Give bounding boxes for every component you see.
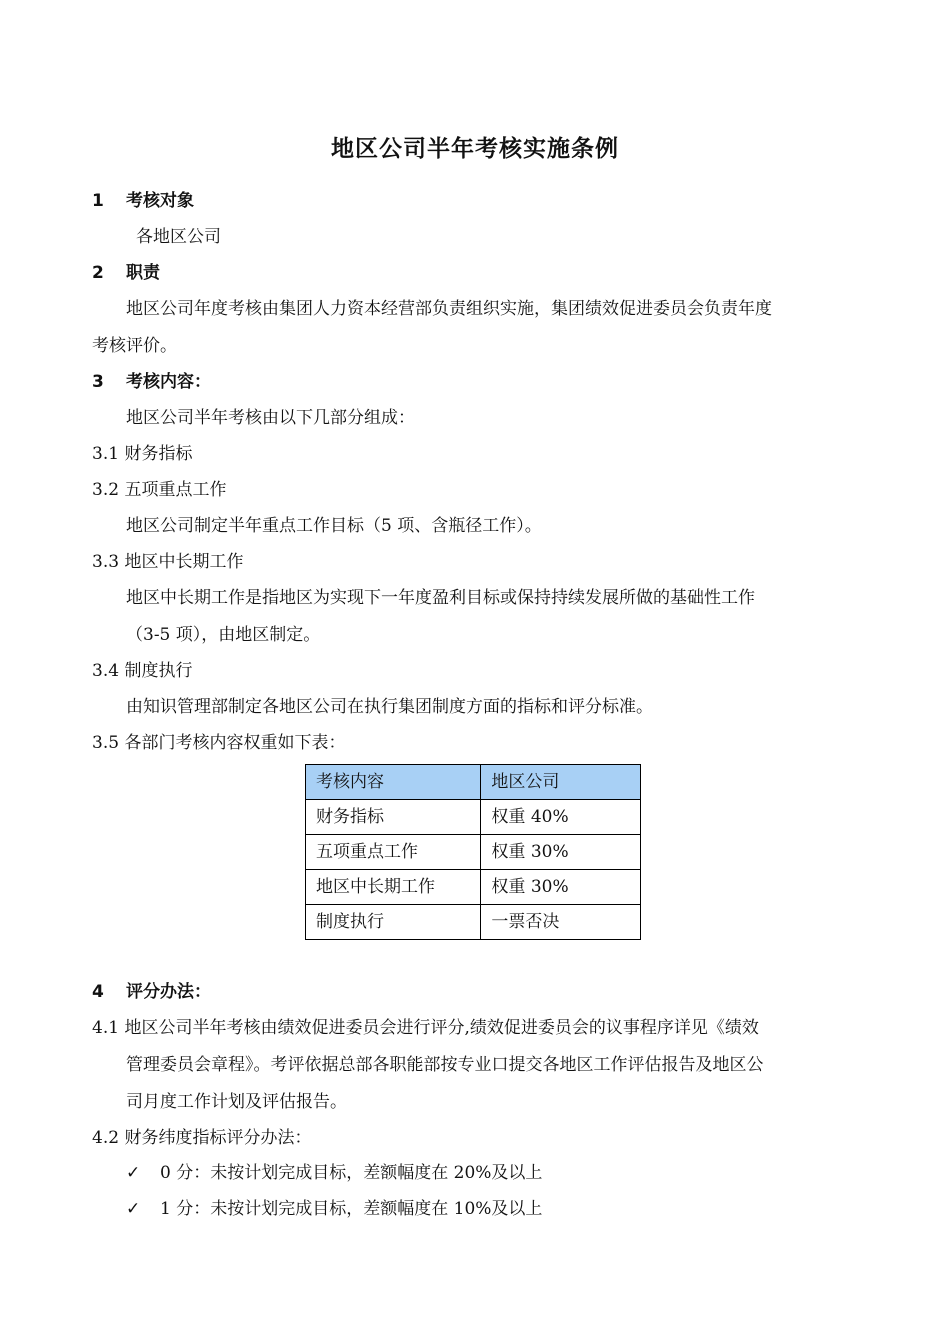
table-row [306, 835, 641, 870]
checkmark-icon: ✓ [126, 1199, 141, 1219]
subsection-4-1-line-2: 管理委员会章程》。考评依据总部各职能部按专业口提交各地区工作评估报告及地区公 [126, 1055, 764, 1075]
section-4-heading [92, 984, 211, 1001]
section-title: 职责 [126, 263, 160, 283]
weight-table [305, 764, 641, 940]
section-2-heading [92, 265, 160, 282]
subsection-4-2: 4.2 财务纬度指标评分办法： [92, 1128, 312, 1148]
subsection-3-2: 3.2 五项重点工作 [92, 480, 227, 500]
table-cell: 权重 40% [481, 800, 641, 835]
bullet-item [126, 1201, 542, 1218]
table-cell: 权重 30% [481, 835, 641, 870]
subsection-4-1-line-3: 司月度工作计划及评估报告。 [126, 1092, 347, 1112]
section-title: 考核对象 [126, 191, 194, 211]
section-2-text-line-1: 地区公司年度考核由集团人力资本经营部负责组织实施，集团绩效促进委员会负责年度 [126, 299, 772, 319]
table-cell: 财务指标 [306, 800, 481, 835]
table-cell: 权重 30% [481, 870, 641, 905]
table-cell: 制度执行 [306, 905, 481, 940]
section-1-heading [92, 193, 194, 210]
table-header-cell: 地区公司 [481, 765, 641, 800]
section-1-text: 各地区公司 [136, 227, 221, 247]
section-number: 3 [92, 372, 104, 392]
table-cell: 地区中长期工作 [306, 870, 481, 905]
section-number: 1 [92, 191, 104, 211]
table-header-cell: 考核内容 [306, 765, 481, 800]
document-title: 地区公司半年考核实施条例 [331, 136, 619, 162]
table-row [306, 870, 641, 905]
section-3-intro: 地区公司半年考核由以下几部分组成： [126, 408, 415, 428]
section-2-text-line-2: 考核评价。 [92, 336, 177, 356]
table-cell: 一票否决 [481, 905, 641, 940]
subsection-3-3-text-line-1: 地区中长期工作是指地区为实现下一年度盈利目标或保持持续发展所做的基础性工作 [126, 588, 755, 608]
subsection-3-1: 3.1 财务指标 [92, 444, 193, 464]
table-header-row [306, 765, 641, 800]
bullet-item [126, 1165, 542, 1182]
subsection-3-3-text-line-2: （3-5 项），由地区制定。 [126, 625, 321, 645]
bullet-text: 0 分：未按计划完成目标，差额幅度在 20%及以上 [160, 1163, 543, 1183]
table-row [306, 800, 641, 835]
section-number: 2 [92, 263, 104, 283]
subsection-3-5: 3.5 各部门考核内容权重如下表： [92, 733, 346, 753]
subsection-3-3: 3.3 地区中长期工作 [92, 552, 244, 572]
subsection-3-4-text: 由知识管理部制定各地区公司在执行集团制度方面的指标和评分标准。 [126, 697, 653, 717]
subsection-4-1-line-1: 4.1 地区公司半年考核由绩效促进委员会进行评分,绩效促进委员会的议事程序详见《绩效 [92, 1018, 759, 1038]
subsection-3-2-text: 地区公司制定半年重点工作目标（5 项、含瓶径工作）。 [126, 516, 542, 536]
section-title: 评分办法： [126, 982, 211, 1002]
section-number: 4 [92, 982, 104, 1002]
table-row [306, 905, 641, 940]
bullet-text: 1 分：未按计划完成目标，差额幅度在 10%及以上 [160, 1199, 543, 1219]
section-3-heading [92, 374, 211, 391]
checkmark-icon: ✓ [126, 1163, 141, 1183]
subsection-3-4: 3.4 制度执行 [92, 661, 193, 681]
section-title: 考核内容： [126, 372, 211, 392]
table-cell: 五项重点工作 [306, 835, 481, 870]
